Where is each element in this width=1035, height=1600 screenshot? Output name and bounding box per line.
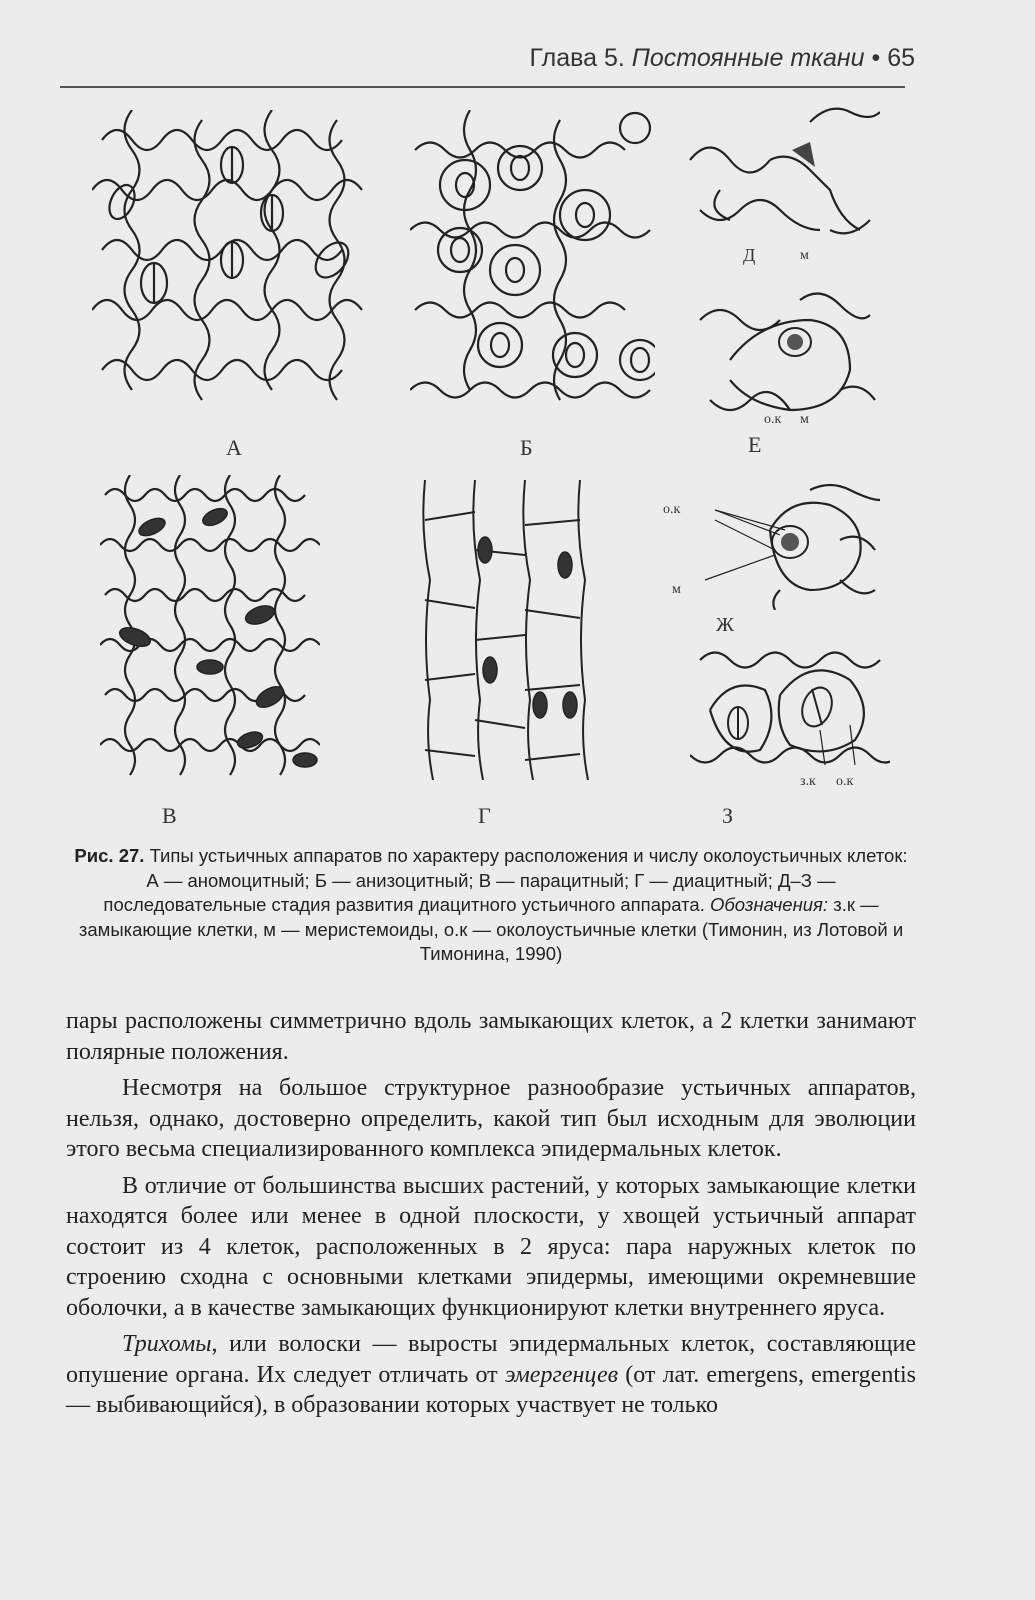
paragraph-4 xyxy=(66,1329,916,1421)
paragraph-4-part-b: (от лат. emergens, emergentis — выбивающийся), в образовании которых участвует не только xyxy=(66,1361,916,1418)
panel-e-drawing xyxy=(690,280,880,420)
label-zh-meristemoid: м xyxy=(672,582,681,597)
label-z-guard: з.к xyxy=(800,774,816,789)
legend-label: Обозначения: xyxy=(710,894,829,915)
label-d-meristemoid: м xyxy=(800,248,809,263)
header-rule xyxy=(60,86,905,88)
panel-d-drawing xyxy=(680,100,880,260)
legend-text: з.к — замыкающие клетки, м — меристемоиды, о.к — околоустьичные клетки (Тимонин, из Лотовой и Тимонина, 1990) xyxy=(78,894,904,964)
panel-a-drawing xyxy=(92,110,372,420)
panel-label-a: А xyxy=(226,435,242,460)
diacytic-epidermis-illustration xyxy=(415,480,615,780)
panel-v-drawing xyxy=(100,475,320,785)
panel-g-drawing xyxy=(415,480,615,780)
paragraph-1: пары расположены симметрично вдоль замыкающих клеток, а 2 клетки занимают полярные положения. xyxy=(66,1008,916,1065)
panel-label-v: В xyxy=(162,803,177,828)
label-e-meristemoid: м xyxy=(800,412,809,427)
panel-label-b: Б xyxy=(520,435,533,460)
stage-zh-illustration xyxy=(690,480,880,610)
figure-number: Рис. 27. xyxy=(74,845,145,866)
panel-label-e: Е xyxy=(748,432,762,457)
stage-e-illustration xyxy=(690,280,880,420)
stage-d-illustration xyxy=(680,100,880,260)
label-zh-subsidiary: о.к xyxy=(663,502,681,517)
running-head xyxy=(530,44,916,73)
chapter-number: Глава 5. xyxy=(529,44,625,72)
panel-label-z: З xyxy=(722,803,734,828)
chapter-title: Постоянные ткани xyxy=(631,44,865,72)
panel-z-drawing xyxy=(690,645,890,775)
paracytic-epidermis-illustration xyxy=(100,475,320,785)
caption-text: Типы устьичных аппаратов по характеру расположения и числу околоустьичных клеток: А — аномоцитный; Б — анизоцитный; В — парацитный; Г — диацитный; Д–З — последовательные стадия развития диацитного устьичного аппарата. xyxy=(103,845,908,915)
page-number: 65 xyxy=(887,44,915,72)
term-emergences: эмергенцев xyxy=(504,1361,619,1388)
paragraph-3: В отличие от большинства высших растений, у которых замыкающие клетки находятся более или менее в одной плоскости, у хвощей устьичный аппарат состоит из 4 клеток, расположенных в 2 яруса: пара наружных клеток по строению сходна с основными клетками эпидермы, имеющими окремневшие оболочки, а в качестве замыкающих функционируют клетки внутреннего яруса. xyxy=(66,1172,916,1321)
panel-label-d: Д xyxy=(743,245,756,265)
label-e-subsidiary: о.к xyxy=(764,412,782,427)
anomocytic-epidermis-illustration xyxy=(92,110,372,420)
anisocytic-epidermis-illustration xyxy=(410,110,655,420)
paragraph-4-part-a: , или волоски — выросты эпидермальных клеток, составляющие опушение органа. Их следует отличать от xyxy=(66,1331,916,1388)
term-trichomes: Трихомы xyxy=(122,1331,212,1357)
paragraph-2: Несмотря на большое структурное разнообразие устьичных аппаратов, нельзя, однако, достоверно определить, какой тип был исходным для эволюции этого весьма специализированного комплекса эпидермальных клеток. xyxy=(66,1075,916,1162)
figure-caption xyxy=(66,844,916,967)
panel-label-zh: Ж xyxy=(716,614,734,636)
panel-zh-drawing xyxy=(690,480,880,610)
bullet: • xyxy=(871,44,881,72)
panel-b-drawing xyxy=(410,110,655,420)
body-text xyxy=(66,1006,916,1427)
panel-label-g: Г xyxy=(478,803,491,828)
stage-z-illustration xyxy=(690,645,890,775)
label-z-subsidiary: о.к xyxy=(836,774,854,789)
